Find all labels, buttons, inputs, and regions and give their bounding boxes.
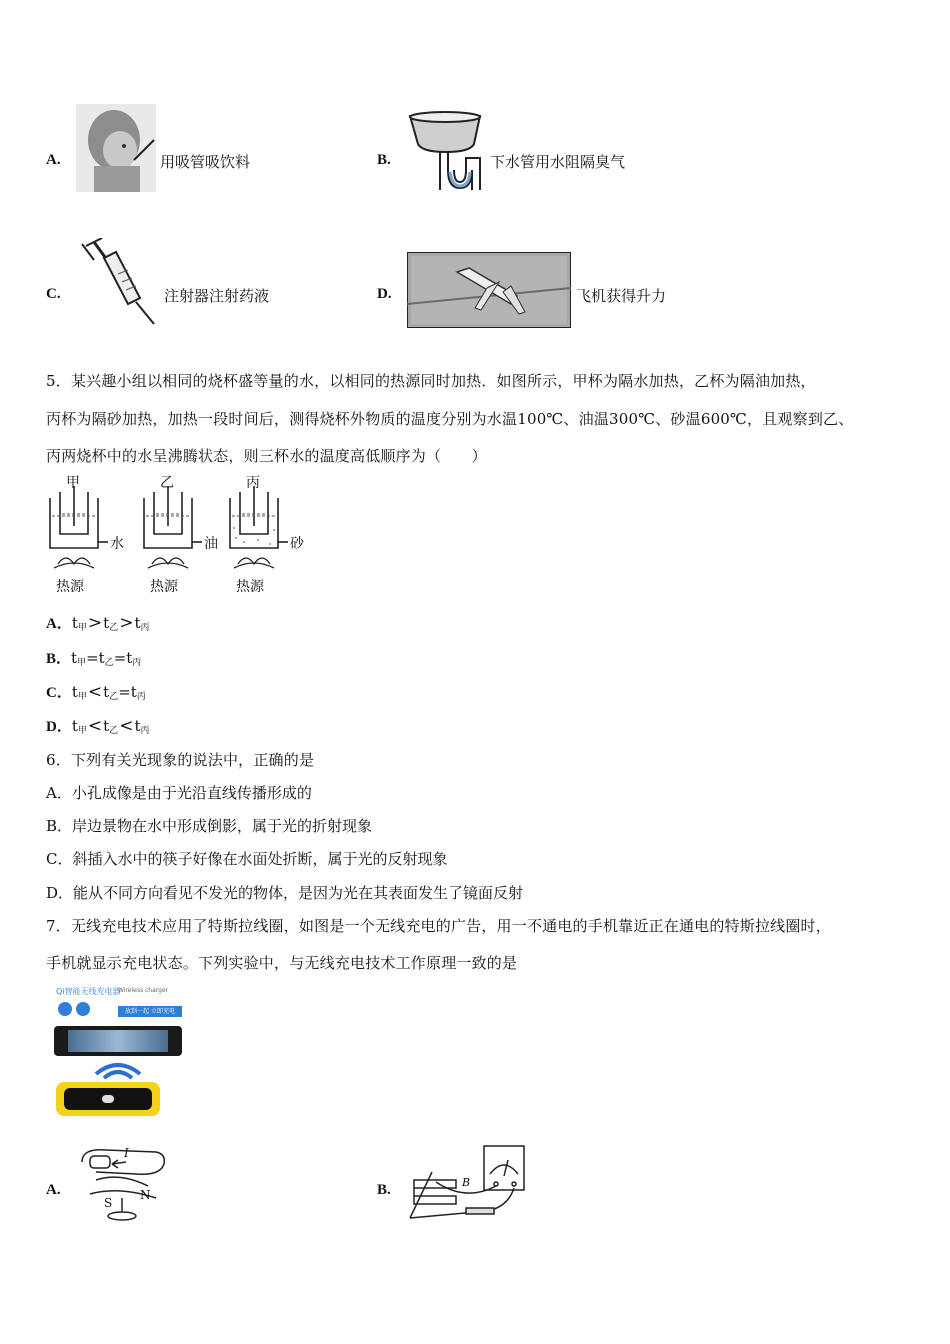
q4-option-c-image <box>74 238 160 328</box>
q5-option-a[interactable] <box>46 612 149 633</box>
q4-option-a-image <box>76 104 156 192</box>
wifi-icon <box>90 1060 146 1080</box>
q6-option-d[interactable]: D．能从不同方向看见不发光的物体，是因为光在其表面发生了镜面反射 <box>46 884 524 902</box>
q5-option-b-sub1: 甲 <box>77 658 87 668</box>
q7-current-label: I <box>124 1146 129 1160</box>
q5-option-a-sub3: 丙 <box>140 623 150 633</box>
q5-option-c-label: C． <box>46 685 72 701</box>
q7-stem-line-1: 7．无线充电技术应用了特斯拉线圈，如图是一个无线充电的广告，用一不通电的手机靠近正在通电的特斯拉线圈时， <box>46 917 831 935</box>
q7-north-label: N <box>140 1188 151 1202</box>
q7-option-b-image <box>406 1142 530 1226</box>
q5-option-c-op2: = <box>118 683 131 701</box>
q5-option-c-sub1: 甲 <box>77 692 87 702</box>
q5-option-b-label: B． <box>46 651 72 667</box>
q5-option-d-op1: < <box>87 716 103 736</box>
q7-stem-line-2: 手机就显示充电状态。下列实验中，与无线充电技术工作原理一致的是 <box>46 954 518 972</box>
q7-ad-icon-2 <box>76 1002 90 1016</box>
q5-option-a-label: A． <box>46 616 72 632</box>
q5-stem-line-1: 5．某兴趣小组以相同的烧杯盛等量的水，以相同的热源同时加热．如图所示，甲杯为隔水加热，乙杯为隔油加热， <box>46 372 816 390</box>
q5-option-c-sub2: 乙 <box>109 692 119 702</box>
q5-option-c-t2: t <box>103 683 110 701</box>
q7-charging-pad <box>56 1082 160 1116</box>
q5-option-b-op2: = <box>113 649 127 667</box>
q6-option-b[interactable]: B．岸边景物在水中形成倒影，属于光的折射现象 <box>46 817 373 835</box>
q5-option-b-op1: = <box>86 649 99 667</box>
q7-ad-button: 放到一起 立即充电 <box>118 1006 182 1017</box>
q5-option-a-t2: t <box>103 614 110 632</box>
q5-option-c-t1: t <box>71 683 78 701</box>
q6-option-a[interactable]: A．小孔成像是由于光沿直线传播形成的 <box>46 784 312 802</box>
q5-option-d-sub3: 丙 <box>140 726 150 736</box>
q5-heat-source-3: 热源 <box>236 579 264 595</box>
q5-heat-source-1: 热源 <box>56 579 84 595</box>
q5-option-a-op2: > <box>119 613 134 633</box>
q5-option-b-t1: t <box>71 649 78 667</box>
q5-option-d-t3: t <box>134 717 141 735</box>
q7-ad-subtitle: Wireless charger <box>118 987 169 994</box>
q5-option-d-t2: t <box>103 717 110 735</box>
q4-option-b-text: 下水管用水阻隔臭气 <box>490 153 626 171</box>
q5-option-a-sub2: 乙 <box>109 623 119 633</box>
q4-option-a-label[interactable]: A. <box>46 152 61 168</box>
q5-option-d[interactable] <box>46 715 149 736</box>
q5-option-b-sub2: 乙 <box>104 658 114 668</box>
q4-option-d-image <box>407 252 571 328</box>
q5-option-c-sub3: 丙 <box>136 692 146 702</box>
q5-option-a-t3: t <box>134 614 141 632</box>
q5-option-b-t3: t <box>126 649 133 667</box>
q5-option-a-op1: > <box>87 613 103 633</box>
q5-option-b-sub3: 丙 <box>132 658 142 668</box>
q4-option-d-text: 飞机获得升力 <box>576 287 667 305</box>
q5-option-b-t2: t <box>98 649 105 667</box>
q7-phone <box>54 1026 182 1056</box>
q7-ad-icon-1 <box>58 1002 72 1016</box>
q5-medium-oil: 油 <box>204 536 218 552</box>
q7-south-label: S <box>104 1196 113 1210</box>
q7-option-a-drawing <box>76 1142 168 1226</box>
q5-option-d-sub2: 乙 <box>109 726 119 736</box>
q7-ad-title: Qi智能无线充电器 <box>56 987 121 996</box>
q4-option-c-text: 注射器注射药液 <box>164 287 270 305</box>
q5-option-d-sub1: 甲 <box>77 726 87 736</box>
q7-option-b-label[interactable]: B. <box>377 1182 391 1198</box>
q7-field-label: B <box>462 1176 471 1189</box>
q5-option-c-t3: t <box>130 683 137 701</box>
q7-option-a-label[interactable]: A. <box>46 1182 61 1198</box>
q5-option-a-sub1: 甲 <box>77 623 87 633</box>
q7-option-a-image <box>76 1142 168 1226</box>
q5-cup-label-bing: 丙 <box>246 475 260 491</box>
q5-option-a-t1: t <box>71 614 78 632</box>
q5-cup-label-jia: 甲 <box>66 475 80 491</box>
q5-option-c[interactable] <box>46 681 146 702</box>
q6-stem: 6．下列有关光现象的说法中，正确的是 <box>46 751 315 769</box>
q4-option-b-label[interactable]: B. <box>377 152 391 168</box>
q5-figure <box>44 472 304 597</box>
q5-cup-label-yi: 乙 <box>160 475 174 491</box>
q4-option-a-text: 用吸管吸饮料 <box>160 153 251 171</box>
q5-option-d-t1: t <box>71 717 78 735</box>
q7-charger-ad <box>52 984 188 1120</box>
q5-option-d-label: D． <box>46 719 72 735</box>
q5-medium-water: 水 <box>110 536 124 552</box>
q5-heat-source-2: 热源 <box>150 579 178 595</box>
q5-stem-line-3: 丙两烧杯中的水呈沸腾状态，则三杯水的温度高低顺序为（ ） <box>46 447 487 465</box>
q5-option-d-op2: < <box>119 716 134 736</box>
q5-option-c-op1: < <box>87 682 103 702</box>
q4-option-b-image <box>408 108 488 190</box>
q5-medium-sand: 砂 <box>290 536 304 552</box>
q5-option-b[interactable] <box>46 647 141 668</box>
q5-stem-line-2: 丙杯为隔砂加热，加热一段时间后，测得烧杯外物质的温度分别为水温100℃、油温300℃、砂温600℃，且观察到乙、 <box>46 410 854 428</box>
q4-option-c-label[interactable]: C. <box>46 286 61 302</box>
q6-option-c[interactable]: C．斜插入水中的筷子好像在水面处折断，属于光的反射现象 <box>46 850 448 868</box>
q4-option-d-label[interactable]: D. <box>377 286 392 302</box>
